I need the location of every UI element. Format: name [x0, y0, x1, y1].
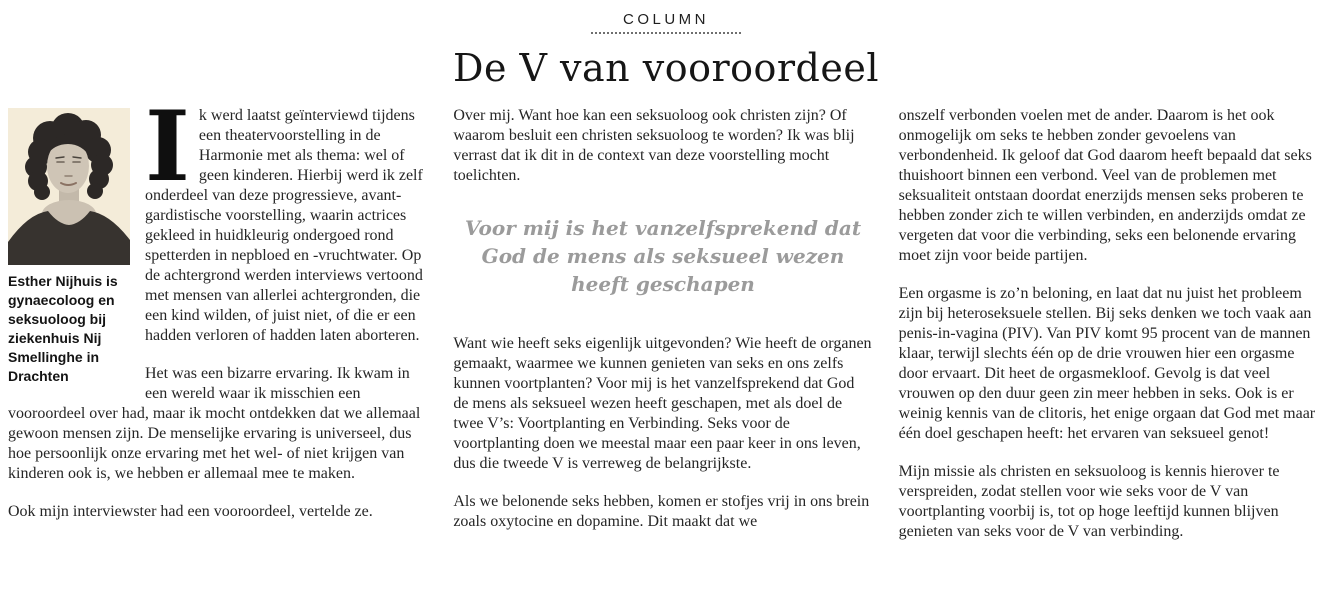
- drop-cap: I: [145, 90, 190, 203]
- article-column-1: [8, 90, 427, 560]
- paragraph: Als we belonende seks hebben, komen er stofjes vrij in ons brein zoals oxytocine en dopamine. Dit maakt dat we: [453, 493, 870, 530]
- article-columns: [0, 90, 1332, 560]
- column-header: [0, 0, 1332, 90]
- portrait-photo-illustration: [8, 108, 130, 265]
- photo-caption: Esther Nijhuis is gynaecoloog en seksuoloog bij ziekenhuis Nij Smellinghe in Drachten: [8, 273, 118, 384]
- article-column-2: [453, 106, 872, 560]
- author-photo-block: [8, 108, 130, 386]
- paragraph: Want wie heeft seks eigenlijk uitgevonden? Wie heeft de organen gemaakt, waarmee we kunnen genieten van seks en ons zelfs kunnen voortplanten? Voor mij is het vanzelfsprekend dat God de mens als seksueel wezen heeft geschapen, met als doel de twee V’s: Voortplanting en Verbinding. Seks voor de voortplanting doen we meestal maar een paar keer in ons leven, dus die tweede V is verreweg de belangrijkste.: [453, 335, 872, 472]
- paragraph: Het was een bizarre ervaring. Ik kwam in een wereld waar ik misschien een vooroordeel over had, maar ik mocht ontdekken dat we allemaal gewoon mensen zijn. De menselijke ervaring is universeel, dus hoe persoonlijk onze ervaring met het wel- of niet krijgen van kinderen ook is, we hebben er allemaal mee te maken.: [8, 365, 421, 482]
- paragraph: Ook mijn interviewster had een vooroordeel, vertelde ze.: [8, 503, 373, 520]
- paragraph: Een orgasme is zo’n beloning, en laat dat nu juist het probleem zijn bij heteroseksuele stellen. Bij seks denken we toch vaak aan penis-in-vagina (PIV). Van PIV komt 95 procent van de mannen klaar, terwijl slechts één op de drie vrouwen hier een orgasme door ervaart. Dit heet de orgasmekloof. Gevolg is dat veel vrouwen op den duur geen zin meer hebben in seks. Ook is er weinig kennis van de clitoris, het enige orgaan dat God met maar één doel geschapen heeft: het ervaren van seksueel genot!: [898, 285, 1316, 442]
- paragraph: Over mij. Want hoe kan een seksuoloog ook christen zijn? Of waarom besluit een christen seksuoloog te worden? Ik was blij verrast dat ik dit in de context van deze voorstelling mocht toelichten.: [453, 107, 855, 184]
- paragraph-intro-text: k werd laatst geïnterviewd tijdens een theatervoorstelling in de Harmonie met als thema: wel of geen kinderen. Hierbij werd ik zelf onderdeel van deze progressieve, avant-gardistische voorstelling, waarin actrices gekleed in huidkleurig ondergoed rond spetterden in nepbloed en -vruchtwater. Op de achtergrond werden interviews vertoond met mensen van allerlei achtergronden, die een kind wilden, of juist niet, of die er een hadden verloren of hadden laten aborteren.: [145, 107, 423, 344]
- page-title: De V van vooroordeel: [453, 46, 879, 90]
- article-column-3: [899, 106, 1318, 560]
- portrait-photo: [8, 108, 130, 265]
- kicker-label: COLUMN: [622, 11, 709, 28]
- pull-quote: Voor mij is het vanzelfsprekend dat God de mens als seksueel wezen heeft geschapen: [464, 216, 862, 296]
- dotted-rule: [591, 32, 741, 34]
- paragraph: onszelf verbonden voelen met de ander. Daarom is het ook onmogelijk om seks te hebben zonder gevoelens van verbondenheid. Ik geloof dat God daarom heeft bepaald dat seks thuishoort binnen een verbond. Veel van de problemen met seksualiteit ontstaan doordat enerzijds mensen seks proberen te hebben zonder zich te willen verbinden, en anderzijds omdat ze vergeten dat voor die verbinding, seks een belonende ervaring moet zijn voor beide partijen.: [898, 107, 1312, 264]
- paragraph: Mijn missie als christen en seksuoloog is kennis hierover te verspreiden, zodat stellen voor wie seks voor de V van voortplanting voorbij is, tot op hoge leeftijd kunnen blijven genieten van seks voor de V van verbinding.: [898, 463, 1280, 540]
